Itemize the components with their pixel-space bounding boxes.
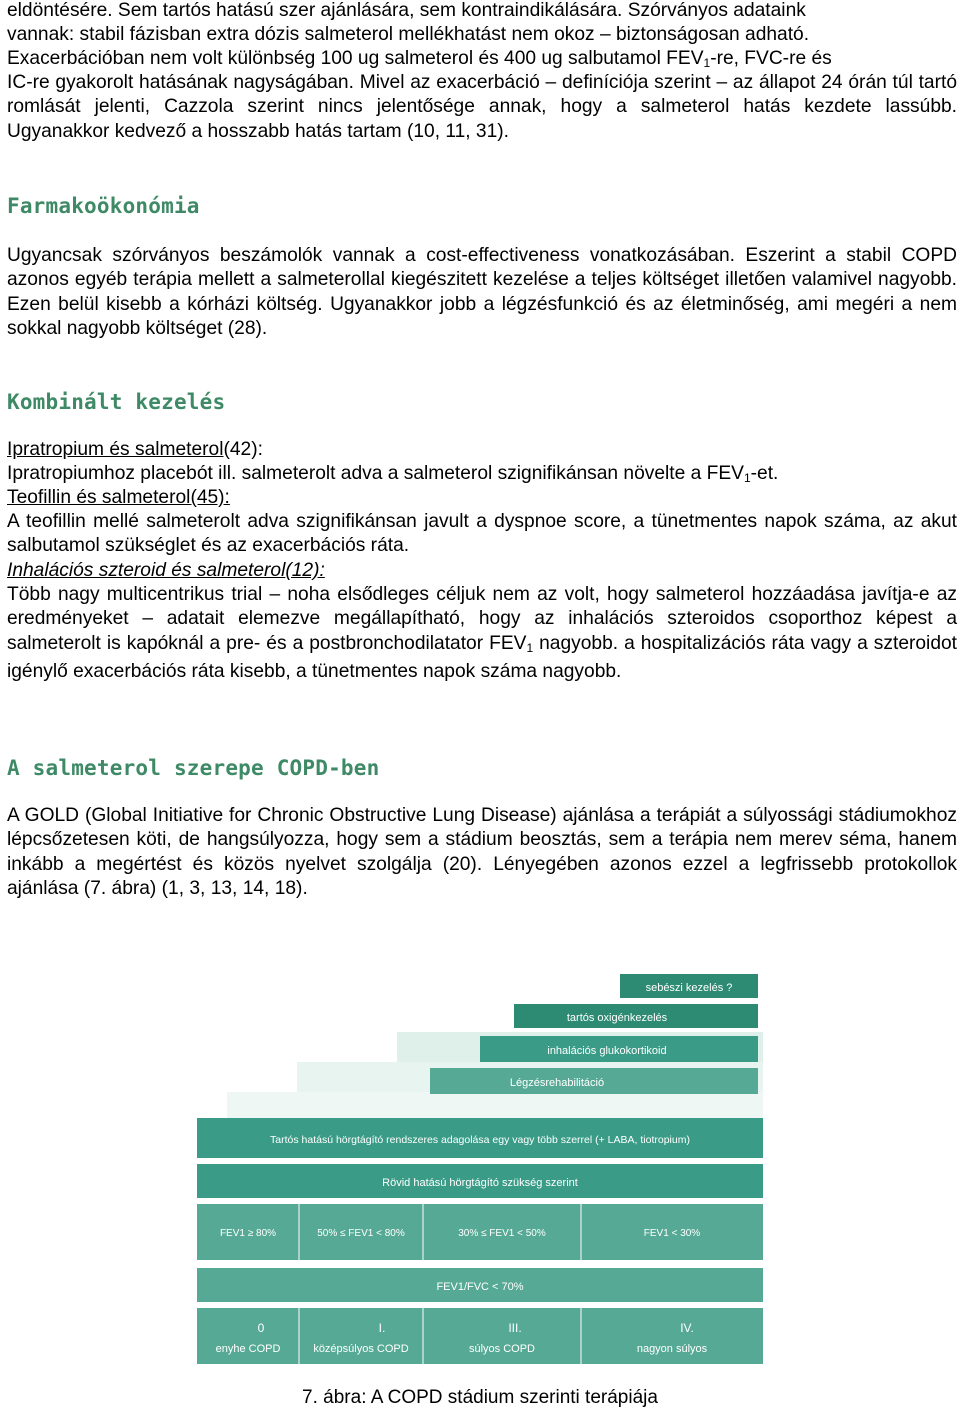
stage-name-0: enyhe COPD <box>215 1343 281 1355</box>
step-label-laba: Tartós hatású hörgtágító rendszeres adagolása egy vagy több szerrel (+ LABA, tiotropium) <box>270 1134 690 1146</box>
fev-cell-2: 30% ≤ FEV1 < 50% <box>458 1228 546 1239</box>
stage-name-3: nagyon súlyos <box>636 1343 708 1355</box>
section-title-farmakoekonomia: Farmakoökonómia <box>7 194 200 218</box>
stage-label-0: 0 <box>257 1321 265 1335</box>
step-label-saba: Rövid hatású hörgtágító szükség szerint <box>382 1177 578 1189</box>
intro-line-3: Exacerbációban nem volt különbség 100 ug salmeterol és 400 ug salbutamol $FEV_1-re$, FVC-re és <box>7 48 832 70</box>
stage-label-1: I. <box>378 1321 386 1335</box>
copd-stage-therapy-figure <box>197 972 763 1370</box>
intro-line-2: vannak: stabil fázisban extra dózis salmeterol mellékhatást nem okoz – biztonságosan adható. <box>7 24 810 45</box>
stage-label-2: III. <box>508 1321 522 1335</box>
stage-row <box>197 1308 763 1364</box>
figure-fade-3 <box>227 1092 763 1122</box>
stage-label-3: IV. <box>680 1321 694 1335</box>
fev-cell-3: FEV1 < 30% <box>643 1228 701 1239</box>
ratio-label: FEV1/FVC < 70% <box>436 1281 524 1293</box>
step-label-rehab: Légzésrehabilitáció <box>509 1077 605 1089</box>
fev-cell-0: FEV1 ≥ 80% <box>219 1228 277 1239</box>
intro-line-1: eldöntésére. Sem tartós hatású szer ajánlására, sem kontraindikálására. Szórványos adataink <box>7 0 806 21</box>
stage-name-2: súlyos COPD <box>468 1343 536 1355</box>
figure-caption: 7. ábra: A COPD stádium szerinti terápiája <box>302 1387 658 1408</box>
salmeterol-szerepe-paragraph: A GOLD (Global Initiative for Chronic Obstructive Lung Disease) ajánlása a terápiát a súlyossági stádiumokhoz lépcsőzetesen köti, de hangsúlyozza, hogy sem a stádium beosztás, sem a terápia nem merev séma, hanem inkább a megértést és közös nyelvet szolgálja (20). Lényegében azonos ezzel a legfrissebb protokollok ajánlása (7. ábra) (1, 3, 13, 14, 18). <box>7 805 957 900</box>
step-label-oxygen: tartós oxigénkezelés <box>566 1012 668 1024</box>
step-label-surgery: sebészi kezelés ? <box>645 982 733 994</box>
section-title-salmeterol-szerepe: A salmeterol szerepe COPD-ben <box>7 756 380 780</box>
step-label-ics: inhalációs glukokortikoid <box>547 1045 667 1057</box>
teofillin-text: A teofillin mellé salmeterolt adva szignifikánsan javult a dyspnoe score, a tünetmentes napok száma, az akut salbutamol szükséglet és az exacerbációs ráta. <box>7 511 957 557</box>
section-title-kombinalt: Kombinált kezelés <box>7 390 226 414</box>
fev-cell-1: 50% ≤ FEV1 < 80% <box>317 1228 405 1239</box>
ics-heading: Inhalációs szteroid és salmeterol(12): <box>7 560 325 581</box>
stage-name-1: középsúlyos COPD <box>313 1343 409 1355</box>
teofillin-heading: Teofillin és salmeterol(45): <box>7 487 230 508</box>
ipratropium-text: Ipratropiumhoz placebót ill. salmeterolt adva a salmeterol szignifikánsan növelte a $FEV_1-et$. <box>7 463 779 485</box>
intro-paragraph-rest: IC-re gyakorolt hatásának nagyságában. Mivel az exacerbáció – definíciója szerint – az állapot 24 órán túl tartó romlását jelenti, Cazzola szerint nincs jelentősége annak, hogy a salmeterol hatás kezdete lassúbb. Ugyanakkor kedvező a hosszabb hatás tartam (10, 11, 31). <box>7 72 957 142</box>
ics-text: Több nagy multicentrikus trial – noha elsődleges céljuk nem az volt, hogy salmeterol hozzáadása javítja-e az eredményeket – adatait elemezve megállapítható, hogy az inhalációs szteroidos csoporthoz képest a salmeterolt is kapóknál a pre- és a postbronchodilatator $FEV_1$ nagyobb. a hospitalizációs ráta vagy a szteroidot igénylő exacerbációs ráta kisebb, a tünetmentes napok száma nagyobb. <box>7 584 957 683</box>
farmakoekonomia-paragraph: Ugyancsak szórványos beszámolók vannak a cost-effectiveness vonatkozásában. Eszerint a stabil COPD azonos egyéb terápia mellett a salmeterollal kiegészitett kezelése a teljes költséget illetően valamivel nagyobb. Ezen belül kisebb a kórházi költség. Ugyanakkor jobb a légzésfunkció és az életminőség, ami megéri a nem sokkal nagyobb költséget (28). <box>7 245 957 340</box>
ipratropium-heading: Ipratropium és salmeterol(42): <box>7 439 263 460</box>
